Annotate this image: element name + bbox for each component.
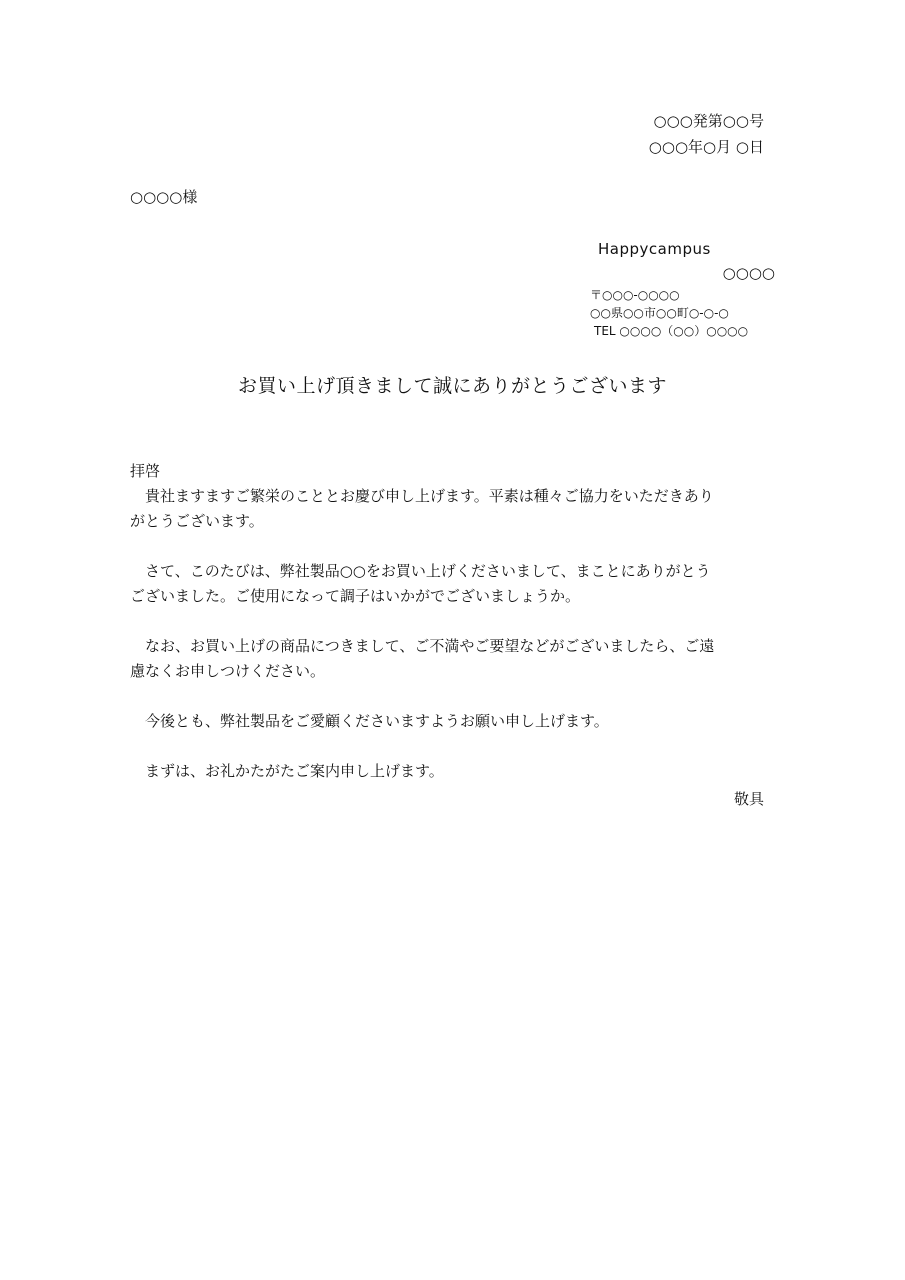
- paragraph-line: ございました。ご使用になって調子はいかがでございましょうか。: [130, 587, 581, 605]
- paragraph-line: さて、このたびは、弊社製品○○をお買い上げくださいまして、まことにありがとう: [145, 562, 711, 580]
- sender-tel: TEL ○○○○（○○）○○○○: [594, 324, 749, 338]
- paragraph-line: なお、お買い上げの商品につきまして、ご不満やご要望などがございましたら、ご遠: [145, 637, 715, 655]
- paragraph: [130, 484, 780, 534]
- paragraph-line: まずは、お礼かたがたご案内申し上げます。: [145, 762, 444, 780]
- sender-address: ○○県○○市○○町○-○-○: [590, 306, 729, 320]
- document-date: ○○○年○月 ○日: [648, 138, 764, 156]
- letter-title: お買い上げ頂きまして誠にありがとうございます: [237, 375, 667, 397]
- sender-company: Happycampus: [598, 240, 711, 258]
- paragraph-line: 貴社ますますご繁栄のこととお慶び申し上げます。平素は種々ご協力をいただきあり: [145, 487, 714, 505]
- sender-name: ○○○○: [722, 264, 775, 282]
- recipient-name: ○○○○様: [130, 188, 198, 206]
- paragraph: [130, 559, 780, 609]
- paragraph: [130, 759, 780, 784]
- closing-salutation: 敬具: [733, 790, 764, 808]
- document-number: ○○○発第○○号: [653, 112, 764, 130]
- paragraph: [130, 634, 780, 684]
- paragraph-line: 今後とも、弊社製品をご愛顧くださいますようお願い申し上げます。: [145, 712, 609, 730]
- paragraph: [130, 709, 780, 734]
- paragraph-line: 慮なくお申しつけください。: [130, 662, 326, 680]
- letter-body: [130, 459, 780, 784]
- paragraph-line: がとうございます。: [130, 512, 264, 530]
- opening-salutation: 拝啓: [130, 462, 161, 480]
- sender-postal-code: 〒○○○-○○○○: [590, 288, 680, 302]
